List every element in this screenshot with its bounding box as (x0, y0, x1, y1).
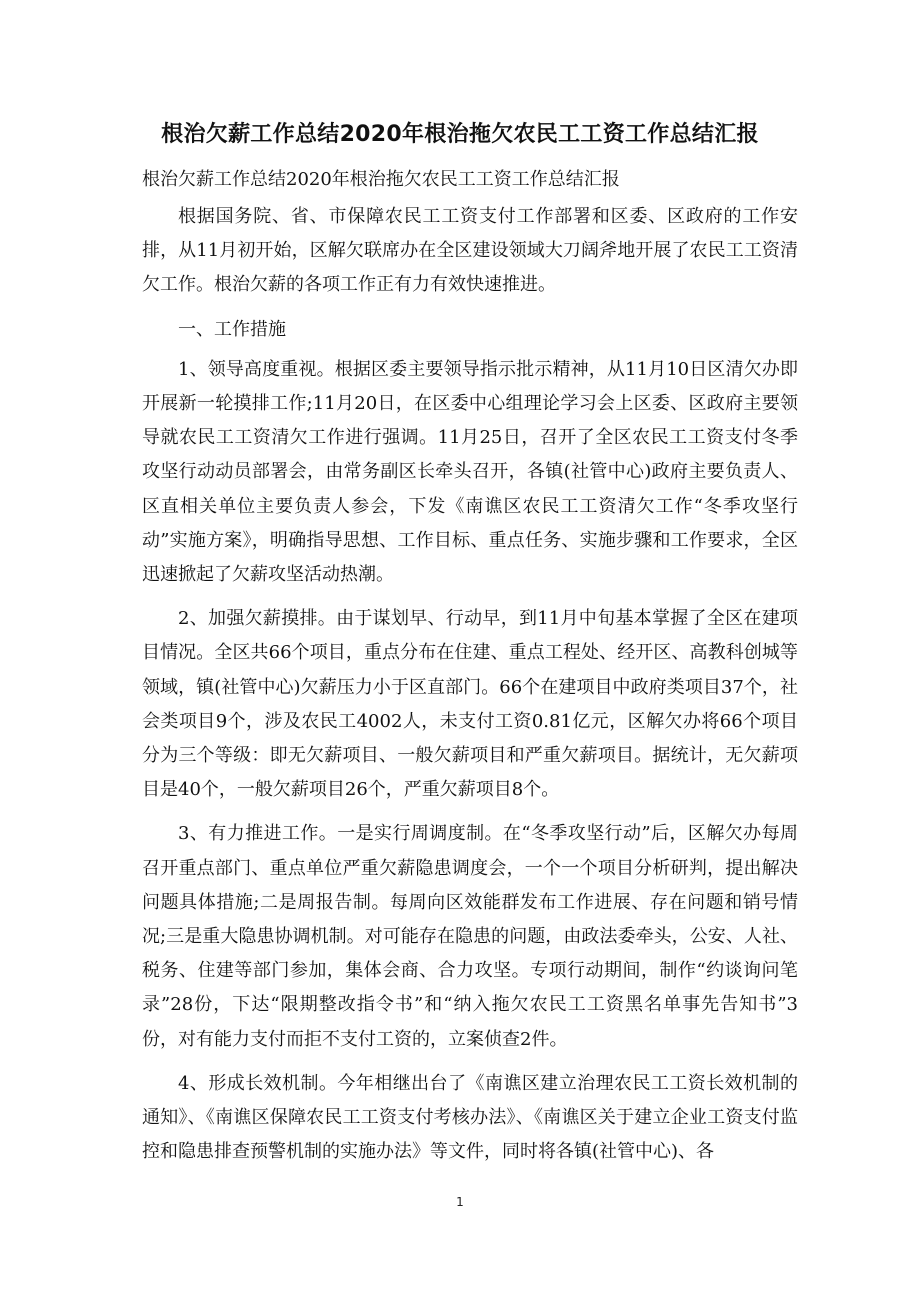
document-title: 根治欠薪工作总结2020年根治拖欠农民工工资工作总结汇报 (161, 122, 759, 147)
intro-paragraph: 根据国务院、省、市保障农民工工资支付工作部署和区委、区政府的工作安排，从11月初开始，区解欠联席办在全区建设领域大刀阔斧地开展了农民工工资清欠工作。根治欠薪的各项工作正有力有效快速推进。 (142, 206, 798, 296)
section-heading: 一、工作措施 (178, 318, 286, 340)
measure-paragraph-4: 4、形成长效机制。今年相继出台了《南谯区建立治理农民工工资长效机制的通知》、《南谯区保障农民工工资支付考核办法》、《南谯区关于建立企业工资支付监控和隐患排查预警机制的实施办法》等文件，同时将各镇(社管中心)、各 (142, 1072, 798, 1163)
measure-paragraph-3: 3、有力推进工作。一是实行周调度制。在“冬季攻坚行动”后，区解欠办每周召开重点部门、重点单位严重欠薪隐患调度会，一个一个项目分析研判，提出解决问题具体措施;二是周报告制。每周向区效能群发布工作进展、存在问题和销号情况;三是重大隐患协调机制。对可能存在隐患的问题，由政法委牵头，公安、人社、税务、住建等部门参加，集体会商、合力攻坚。专项行动期间，制作“约谈询问笔录”28份，下达“限期整改指令书”和“纳入拖欠农民工工资黑名单事先告知书”3份，对有能力支付而拒不支付工资的，立案侦查2件。 (142, 823, 798, 1050)
document-body (142, 200, 798, 1179)
measure-paragraph-1: 1、领导高度重视。根据区委主要领导指示批示精神，从11月10日区清欠办即开展新一轮摸排工作;11月20日，在区委中心组理论学习会上区委、区政府主要领导就农民工工资清欠工作进行强调。11月25日，召开了全区农民工工资支付冬季攻坚行动动员部署会，由常务副区长牵头召开，各镇(社管中心)政府主要负责人、区直相关单位主要负责人参会，下发《南谯区农民工工资清欠工作“冬季攻坚行动”实施方案》，明确指导思想、工作目标、重点任务、实施步骤和工作要求，全区迅速掀起了欠薪攻坚活动热潮。 (142, 358, 798, 586)
page-number: 1 (456, 1195, 464, 1209)
document-subtitle: 根治欠薪工作总结2020年根治拖欠农民工工资工作总结汇报 (142, 169, 620, 190)
measure-paragraph-2: 2、加强欠薪摸排。由于谋划早、行动早，到11月中旬基本掌握了全区在建项目情况。全区共66个项目，重点分布在住建、重点工程处、经开区、高教科创城等领域，镇(社管中心)欠薪压力小于区直部门。66个在建项目中政府类项目37个，社会类项目9个，涉及农民工4002人，未支付工资0.81亿元，区解欠办将66个项目分为三个等级：即无欠薪项目、一般欠薪项目和严重欠薪项目。据统计，无欠薪项目是40个，一般欠薪项目26个，严重欠薪项目8个。 (142, 608, 798, 801)
